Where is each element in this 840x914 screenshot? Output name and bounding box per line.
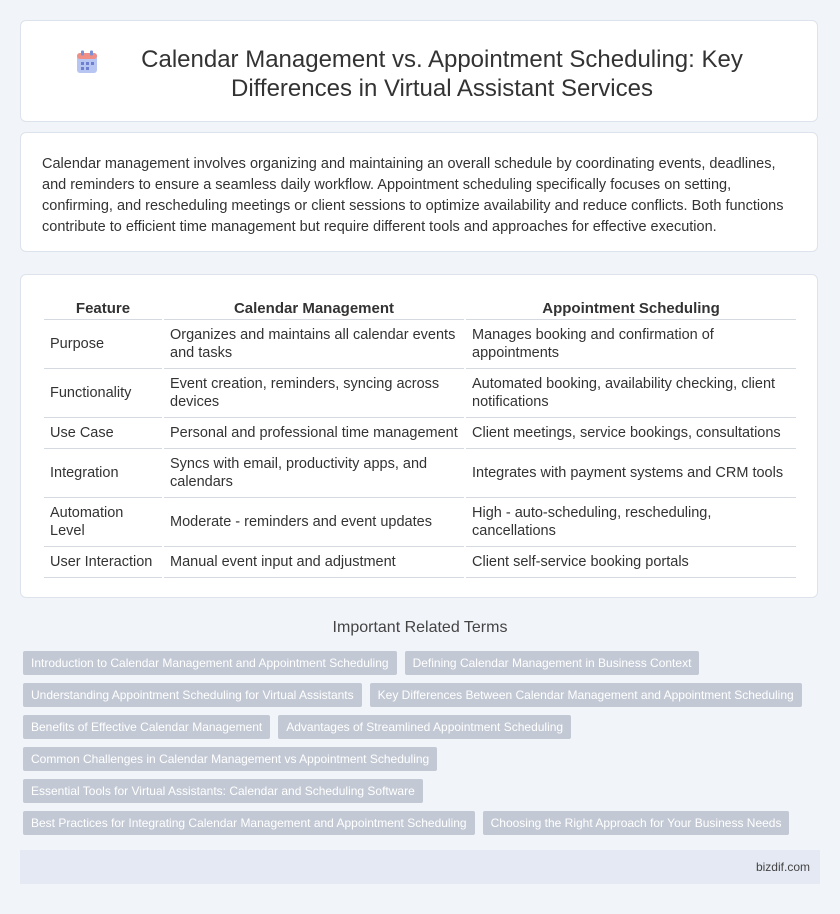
feature-cell: Use Case: [44, 418, 162, 449]
footer-site[interactable]: bizdif.com: [755, 860, 810, 874]
appointment-cell: Integrates with payment systems and CRM tools: [466, 449, 796, 498]
related-term-link[interactable]: Defining Calendar Management in Business Context: [405, 651, 700, 675]
related-term-link[interactable]: Advantages of Streamlined Appointment Scheduling: [278, 715, 571, 739]
calendar-cell: Manual event input and adjustment: [164, 547, 464, 578]
appointment-cell: Client self-service booking portals: [466, 547, 796, 578]
appointment-cell: High - auto-scheduling, rescheduling, cancellations: [466, 498, 796, 547]
header-calendar-management: Calendar Management: [164, 297, 464, 320]
table-row: [44, 547, 796, 578]
table-header-row: [44, 297, 796, 320]
term-row: [23, 811, 823, 835]
feature-cell: User Interaction: [44, 547, 162, 578]
term-row: [23, 683, 823, 707]
appointment-cell: Manages booking and confirmation of appointments: [466, 320, 796, 369]
feature-cell: Functionality: [44, 369, 162, 418]
appointment-cell: Client meetings, service bookings, consultations: [466, 418, 796, 449]
comparison-card: [20, 274, 818, 598]
related-term-link[interactable]: Understanding Appointment Scheduling for Virtual Assistants: [23, 683, 362, 707]
title-wrap: [21, 45, 817, 103]
term-row: [23, 651, 823, 675]
calendar-cell: Personal and professional time management: [164, 418, 464, 449]
page-title: Calendar Management vs. Appointment Scheduling: Key Differences in Virtual Assistant Services: [141, 46, 743, 102]
calendar-cell: Event creation, reminders, syncing across devices: [164, 369, 464, 418]
header-appointment-scheduling: Appointment Scheduling: [466, 297, 796, 320]
related-terms-heading: Important Related Terms: [332, 619, 508, 636]
calendar-icon: [76, 50, 98, 74]
table-row: [44, 498, 796, 547]
footer: [20, 850, 820, 884]
related-terms: [23, 651, 823, 843]
related-term-link[interactable]: Choosing the Right Approach for Your Business Needs: [483, 811, 790, 835]
feature-cell: Purpose: [44, 320, 162, 369]
calendar-cell: Organizes and maintains all calendar events and tasks: [164, 320, 464, 369]
comparison-table: [42, 297, 798, 578]
table-row: [44, 418, 796, 449]
table-row: [44, 369, 796, 418]
term-row: [23, 779, 823, 803]
related-term-link[interactable]: Benefits of Effective Calendar Management: [23, 715, 270, 739]
calendar-cell: Moderate - reminders and event updates: [164, 498, 464, 547]
related-term-link[interactable]: Key Differences Between Calendar Management and Appointment Scheduling: [370, 683, 802, 707]
term-row: [23, 715, 823, 739]
appointment-cell: Automated booking, availability checking, client notifications: [466, 369, 796, 418]
table-row: [44, 320, 796, 369]
calendar-cell: Syncs with email, productivity apps, and calendars: [164, 449, 464, 498]
related-term-link[interactable]: Introduction to Calendar Management and Appointment Scheduling: [23, 651, 397, 675]
title-card: [20, 20, 818, 122]
table-row: [44, 449, 796, 498]
header-feature: Feature: [44, 297, 162, 320]
feature-cell: Automation Level: [44, 498, 162, 547]
feature-cell: Integration: [44, 449, 162, 498]
term-row: [23, 747, 823, 771]
intro-card: [20, 132, 818, 252]
intro-paragraph: Calendar management involves organizing and maintaining an overall schedule by coordinating events, deadlines, and reminders to ensure a seamless daily workflow. Appointment scheduling specifically focuses on setting, confirming, and rescheduling meetings or client sessions to optimize availability and reduce conflicts. Both functions contribute to efficient time management but require different tools and approaches for effective execution.: [42, 156, 784, 235]
related-term-link[interactable]: Essential Tools for Virtual Assistants: Calendar and Scheduling Software: [23, 779, 423, 803]
related-term-link[interactable]: Best Practices for Integrating Calendar Management and Appointment Scheduling: [23, 811, 475, 835]
related-term-link[interactable]: Common Challenges in Calendar Management vs Appointment Scheduling: [23, 747, 437, 771]
